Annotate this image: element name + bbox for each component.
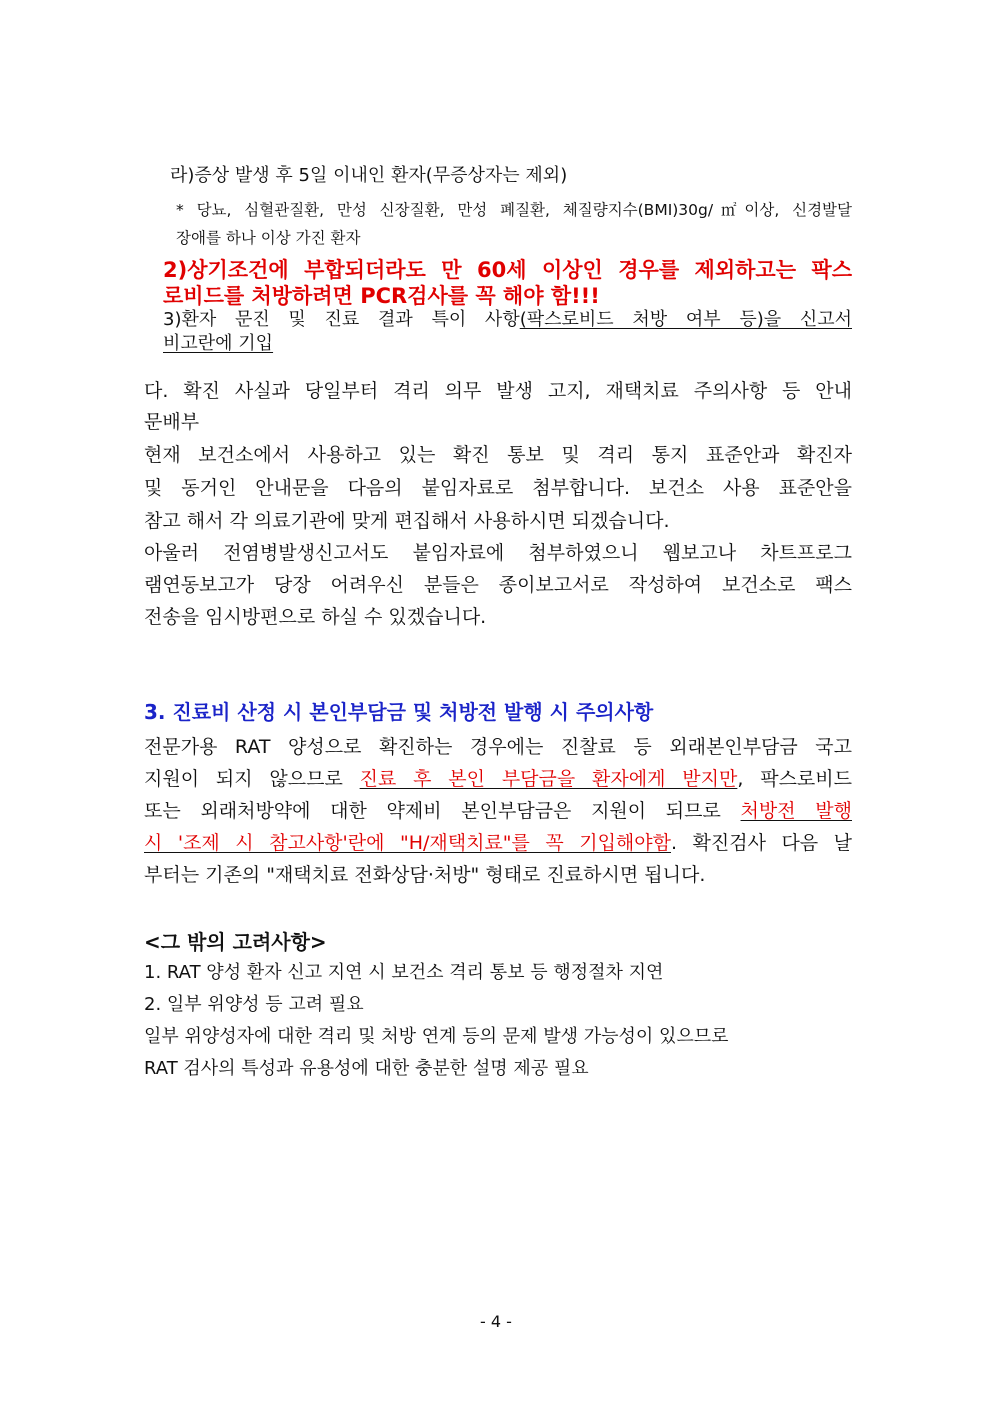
- da-para1-line1: 현재 보건소에서 사용하고 있는 확진 통보 및 격리 통지 표준안과 확진자: [144, 444, 852, 466]
- ra-item-line: 라)증상 발생 후 5일 이내인 환자(무증상자는 제외): [170, 165, 568, 186]
- ra-footnote-line1: * 당뇨, 심혈관질환, 만성 신장질환, 만성 폐질환, 체질량지수(BMI)30g/㎡이상, 신경발달: [176, 201, 852, 219]
- other-para-line2: RAT 검사의 특성과 유용성에 대한 충분한 설명 제공 필요: [144, 1058, 589, 1079]
- sec3-line3: [144, 796, 852, 823]
- da-heading-line2: 문배부: [144, 411, 200, 433]
- item3-line2: 비고란에 기입: [163, 333, 274, 354]
- ra-footnote-line2: 장애를 하나 이상 가진 환자: [176, 229, 361, 247]
- da-para2-line3: 전송을 임시방편으로 하실 수 있겠습니다.: [144, 606, 487, 628]
- sec3-line2-red: 진료 후 본인 부담금을 환자에게 받지만: [359, 768, 738, 790]
- page-number: - 4 -: [480, 1312, 512, 1331]
- sec3-line4-red: 시 '조제 시 참고사항'란에 "H/재택치료"를 꼭 기입해야함: [144, 832, 671, 854]
- pcr-warning-line1: 2)상기조건에 부합되더라도 만 60세 이상인 경우를 제외하고는 팍스: [163, 258, 852, 282]
- item3-line1: [163, 305, 852, 331]
- sec3-line1: 전문가용 RAT 양성으로 확진하는 경우에는 진찰료 등 외래본인부담금 국고: [144, 736, 852, 758]
- da-para2-line2: 램연동보고가 당장 어려우신 분들은 종이보고서로 작성하여 보건소로 팩스: [144, 574, 852, 596]
- other-item1: 1. RAT 양성 환자 신고 지연 시 보건소 격리 통보 등 행정절차 지연: [144, 962, 664, 983]
- sec3-line3-red: 처방전 발행: [740, 800, 852, 822]
- da-para1-line3: 참고 해서 각 의료기관에 맞게 편집해서 사용하시면 되겠습니다.: [144, 510, 670, 532]
- other-para-line1: 일부 위양성자에 대한 격리 및 처방 연계 등의 문제 발생 가능성이 있으므로: [144, 1026, 729, 1047]
- sec3-line4-b: . 확진검사 다음 날: [671, 832, 852, 854]
- sec3-line2-a: 지원이 되지 않으므로: [144, 768, 360, 790]
- sec3-line5: 부터는 기존의 "재택치료 전화상담·처방" 형태로 진료하시면 됩니다.: [144, 864, 706, 886]
- sec3-heading: 3. 진료비 산정 시 본인부담금 및 처방전 발행 시 주의사항: [144, 700, 654, 724]
- da-para2-line1: 아울러 전염병발생신고서도 붙임자료에 첨부하였으니 웹보고나 차트프로그: [144, 542, 852, 564]
- pcr-warning-line2: 로비드를 처방하려면 PCR검사를 꼭 해야 함!!!: [163, 284, 600, 308]
- da-heading-line1: 다. 확진 사실과 당일부터 격리 의무 발생 고지, 재택치료 주의사항 등 안내: [144, 380, 852, 402]
- item3-prefix: 3)환자 문진 및 진료 결과 특이 사항: [163, 309, 520, 330]
- other-item2: 2. 일부 위양성 등 고려 필요: [144, 994, 364, 1015]
- sec3-line3-a: 또는 외래처방약에 대한 약제비 본인부담금은 지원이 되므로: [144, 800, 741, 822]
- sec3-line2: [144, 764, 852, 791]
- sec3-line4: [144, 828, 852, 855]
- sec3-line2-b: , 팍스로비드: [737, 768, 852, 790]
- item3-underlined: (팍스로비드 처방 여부 등)을 신고서: [519, 309, 852, 330]
- other-heading: <그 밖의 고려사항>: [144, 930, 327, 954]
- da-para1-line2: 및 동거인 안내문을 다음의 붙임자료로 첨부합니다. 보건소 사용 표준안을: [144, 477, 852, 499]
